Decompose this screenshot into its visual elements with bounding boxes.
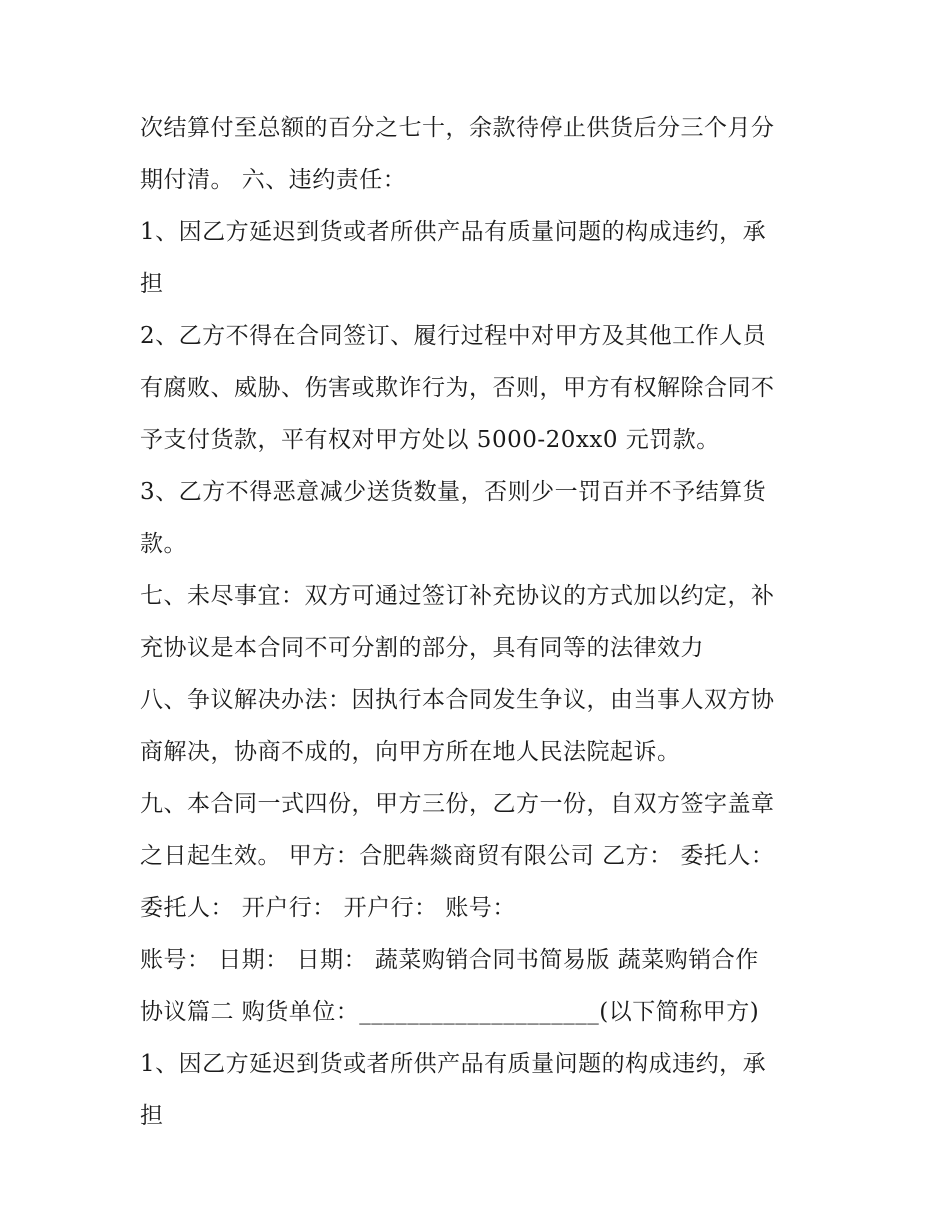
text-line: 账号： 日期： 日期： 蔬菜购销合同书简易版 蔬菜购销合作 bbox=[140, 947, 759, 973]
text-line: 予支付货款，平有权对甲方处以 5000-20xx0 元罚款。 bbox=[140, 427, 720, 453]
contract-text bbox=[140, 102, 820, 1142]
text-line: 1、因乙方延迟到货或者所供产品有质量问题的构成违约，承 bbox=[140, 1051, 767, 1077]
text-line: 九、本合同一式四份，甲方三份，乙方一份，自双方签字盖章 bbox=[140, 791, 775, 817]
text-line: 2、乙方不得在合同签订、履行过程中对甲方及其他工作人员 bbox=[140, 323, 767, 349]
text-line: 八、争议解决办法：因执行本合同发生争议，由当事人双方协 bbox=[140, 687, 775, 713]
text-line: 有腐败、威胁、伤害或欺诈行为，否则，甲方有权解除合同不 bbox=[140, 375, 775, 401]
text-line: 之日起生效。 甲方：合肥犇燚商贸有限公司 乙方： 委托人： bbox=[140, 843, 775, 869]
text-line: 1、因乙方延迟到货或者所供产品有质量问题的构成违约，承 bbox=[140, 219, 767, 245]
text-line: 款。 bbox=[140, 531, 187, 557]
text-line: 充协议是本合同不可分割的部分，具有同等的法律效力 bbox=[140, 635, 704, 661]
text-line: 担 bbox=[140, 271, 164, 297]
text-line: 担 bbox=[140, 1103, 164, 1129]
text-line: 协议篇二 购货单位：____________________(以下简称甲方) bbox=[140, 999, 760, 1025]
text-line: 商解决，协商不成的，向甲方所在地人民法院起诉。 bbox=[140, 739, 681, 765]
text-line: 3、乙方不得恶意减少送货数量，否则少一罚百并不予结算货 bbox=[140, 479, 767, 505]
text-line: 次结算付至总额的百分之七十，余款待停止供货后分三个月分 bbox=[140, 115, 775, 141]
text-line: 委托人： 开户行： 开户行： 账号： bbox=[140, 895, 516, 921]
text-line: 七、未尽事宜：双方可通过签订补充协议的方式加以约定，补 bbox=[140, 583, 775, 609]
text-line: 期付清。 六、违约责任： bbox=[140, 167, 407, 193]
